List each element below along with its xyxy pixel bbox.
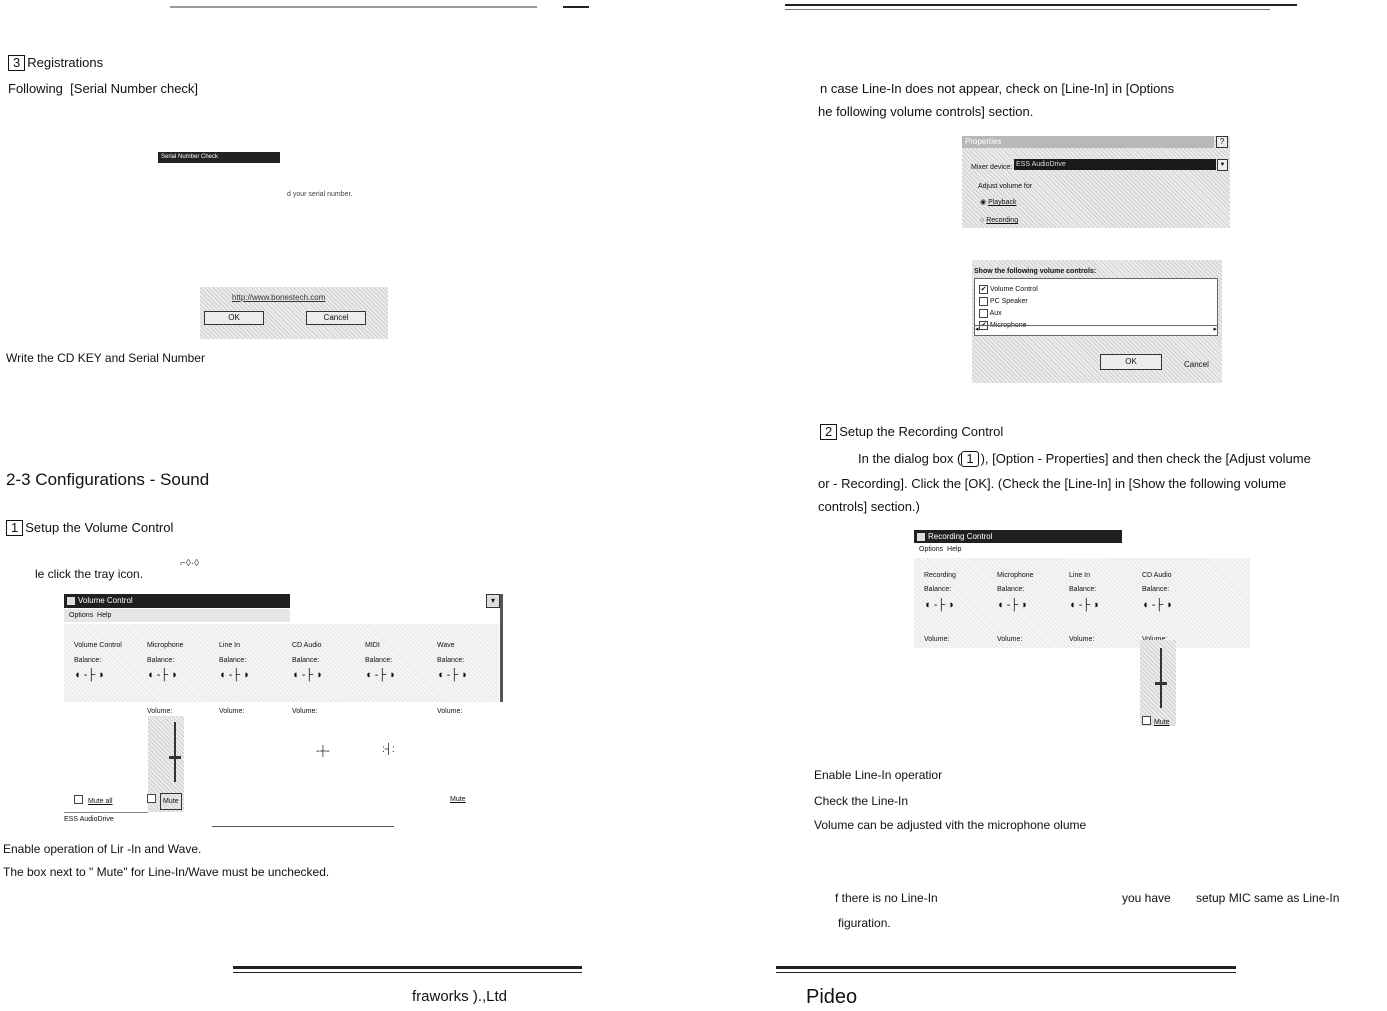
- column-name: Recording: [924, 572, 956, 579]
- line-in-volume-knob[interactable]: [1155, 682, 1167, 685]
- enable-operation-text: Enable operation of Lir -In and Wave.: [3, 842, 202, 856]
- top-rule-left: [170, 6, 537, 8]
- balance-slider[interactable]: ◖ -├ ◗: [219, 669, 250, 681]
- column-name: MIDI: [365, 642, 380, 649]
- incase-line2: he following volume controls] section.: [818, 104, 1034, 119]
- serial-dialog-buttons-area: [200, 287, 388, 339]
- horizontal-scrollbar[interactable]: ◂ ▸: [975, 326, 1217, 333]
- column-name: CD Audio: [1142, 572, 1172, 579]
- list-item[interactable]: ✔ Volume Control: [980, 285, 1038, 293]
- balance-slider[interactable]: ◖ -├ ◗: [1142, 599, 1173, 611]
- balance-slider[interactable]: ◖ -├ ◗: [1069, 599, 1100, 611]
- speaker-tray-icon[interactable]: ⌐◊·◊: [180, 558, 200, 569]
- menu-help[interactable]: Help: [97, 612, 112, 619]
- properties-ok-button[interactable]: OK: [1100, 354, 1162, 370]
- instruction-line2: or - Recording]. Click the [OK]. (Check the [Line-In] in [Show the following volume: [818, 476, 1287, 491]
- setup-recording-heading: 2 Setup the Recording Control: [820, 424, 1003, 440]
- configuration-note: figuration.: [838, 916, 891, 930]
- balance-slider[interactable]: ◖ -├ ◗: [924, 599, 955, 611]
- volume-window-menubar: [64, 609, 290, 622]
- properties-cancel-button[interactable]: Cancel: [1184, 360, 1209, 369]
- app-icon: [67, 597, 75, 605]
- volume-adjust-text: Volume can be adjusted vith the microphone olume: [814, 818, 1087, 832]
- balance-label: Balance:: [1069, 586, 1097, 593]
- volume-label: Volume:: [437, 708, 463, 715]
- top-rule-right-thin: [785, 9, 1270, 10]
- list-item[interactable]: PC Speaker: [979, 294, 1028, 309]
- volume-window-titlebar: Volume Control: [64, 594, 290, 608]
- line-in-volume-slider[interactable]: [1160, 648, 1162, 708]
- microphone-volume-knob[interactable]: [169, 756, 181, 759]
- top-rule-right: [785, 4, 1297, 6]
- step-number-box: 1: [961, 451, 978, 467]
- mute-checkbox[interactable]: [147, 794, 156, 803]
- recording-radio[interactable]: ○ Recording: [980, 217, 1019, 224]
- no-line-in-note: f there is no Line-In: [835, 891, 938, 905]
- following-text: Following [Serial Number check]: [8, 81, 199, 96]
- show-controls-label: Show the following volume controls:: [974, 268, 1097, 275]
- registrations-heading: 3 Registrations: [8, 55, 103, 71]
- balance-slider[interactable]: ◖ -├ ◗: [365, 669, 396, 681]
- column-name: Microphone: [997, 572, 1034, 579]
- instruction-line3: controls] section.): [818, 499, 920, 514]
- controls-list: [974, 278, 1218, 336]
- serial-dialog-url[interactable]: http://www.bonestech.com: [232, 293, 326, 302]
- instruction-line1: In the dialog box ( 1 ), [Option - Properties] and then check the [Adjust volume: [858, 451, 1311, 466]
- balance-label: Balance:: [219, 657, 247, 664]
- balance-label: Balance:: [147, 657, 175, 664]
- mixer-device-select[interactable]: ESS AudioDrive: [1014, 159, 1216, 170]
- mute-all-checkbox[interactable]: [74, 795, 83, 804]
- volume-label: Volume:: [1069, 636, 1095, 643]
- mute-label: Mute: [160, 793, 182, 810]
- balance-label: Balance:: [997, 586, 1025, 593]
- step-number-box: 2: [820, 424, 837, 440]
- microphone-volume-slider[interactable]: [174, 722, 176, 782]
- status-bar: ESS AudioDrive: [64, 812, 148, 827]
- app-icon: [917, 533, 925, 541]
- midi-mini-slider[interactable]: :┤:: [382, 744, 395, 755]
- balance-label: Balance:: [1142, 586, 1170, 593]
- enable-line-in-text: Enable Line-In operatior: [814, 768, 943, 782]
- balance-slider[interactable]: ◖ -├ ◗: [147, 669, 178, 681]
- section-title: 2-3 Configurations - Sound: [6, 470, 210, 489]
- balance-slider[interactable]: ◖ -├ ◗: [437, 669, 468, 681]
- properties-titlebar: Properties: [962, 136, 1214, 148]
- menu-options[interactable]: Options: [69, 612, 94, 619]
- bottom-rule-right: [776, 966, 1236, 969]
- double-click-text: le click the tray icon.: [35, 567, 144, 581]
- write-note: Write the CD KEY and Serial Number: [6, 351, 205, 365]
- playback-radio[interactable]: ◉ Playback: [980, 199, 1017, 206]
- volume-control-window: [64, 594, 504, 829]
- bottom-rule-left: [233, 966, 582, 969]
- properties-dialog: [962, 136, 1230, 228]
- menu-help[interactable]: Help: [947, 546, 962, 553]
- wave-mute-label: Mute: [450, 796, 466, 803]
- bottom-rule-right-thin: [776, 972, 1236, 973]
- window-close-icon[interactable]: ▾: [486, 594, 500, 608]
- line-in-mini-slider[interactable]: -┼-: [316, 746, 330, 757]
- chevron-down-icon[interactable]: ▼: [1217, 159, 1228, 171]
- volume-label: Volume:: [292, 708, 318, 715]
- setup-volume-heading: 1 Setup the Volume Control: [6, 520, 173, 536]
- recording-window-titlebar: Recording Control: [914, 530, 1122, 543]
- check-line-in-text: Check the Line-In: [814, 794, 909, 808]
- serial-dialog-hint: d your serial number.: [287, 191, 353, 198]
- balance-slider[interactable]: ◖ -├ ◗: [292, 669, 323, 681]
- column-name: Microphone: [147, 642, 184, 649]
- list-item[interactable]: ✔ Microphone: [980, 321, 1027, 329]
- top-rule-left-small: [563, 6, 589, 8]
- mixer-device-label: Mixer device:: [971, 164, 1013, 171]
- bottom-rule-left-thin: [233, 972, 582, 973]
- volume-controls-dialog: [972, 260, 1222, 383]
- help-button[interactable]: ?: [1216, 136, 1228, 148]
- serial-dialog-title: Serial Number Check: [158, 152, 280, 163]
- column-name: Volume Control: [74, 642, 122, 649]
- adjust-volume-label: Adjust volume for: [978, 183, 1033, 190]
- line-in-mute-checkbox[interactable]: [1142, 716, 1151, 725]
- balance-label: Balance:: [292, 657, 320, 664]
- recording-window-menubar: [914, 544, 1122, 556]
- volume-label: Volume:: [219, 708, 245, 715]
- mute-all-label: Mute all: [88, 798, 113, 805]
- status-bar-line: [212, 826, 394, 827]
- column-name: Wave: [437, 642, 455, 649]
- incase-line1: n case Line-In does not appear, check on [Line-In] in [Options: [820, 81, 1175, 96]
- scrollbar-right[interactable]: [500, 594, 503, 702]
- column-name: CD Audio: [292, 642, 322, 649]
- balance-slider[interactable]: ◖ -├ ◗: [74, 669, 105, 681]
- menu-options[interactable]: Options: [919, 546, 944, 553]
- line-in-mute-label: Mute: [1154, 719, 1170, 726]
- list-item[interactable]: Aux: [979, 306, 1002, 321]
- balance-label: Balance:: [924, 586, 952, 593]
- recording-control-window: [914, 530, 1254, 730]
- volume-label: Volume:: [924, 636, 950, 643]
- serial-ok-button[interactable]: OK: [204, 311, 264, 325]
- volume-label: Volume:: [997, 636, 1023, 643]
- step-number-box: 1: [6, 520, 23, 536]
- no-line-in-note-mid: you have: [1122, 891, 1171, 905]
- volume-label: Volume:: [147, 708, 173, 715]
- step-number-box: 3: [8, 55, 25, 71]
- mute-box-note: The box next to " Mute" for Line-In/Wave must be unchecked.: [3, 865, 330, 879]
- balance-label: Balance:: [365, 657, 393, 664]
- column-name: Line In: [1069, 572, 1091, 579]
- volume-mixer-panel: [64, 624, 499, 702]
- footer-right-logo: Pideo: [806, 986, 858, 1008]
- no-line-in-note-end: setup MIC same as Line-In: [1196, 891, 1340, 905]
- footer-left: fraworks ).,Ltd: [412, 988, 508, 1005]
- serial-cancel-button[interactable]: Cancel: [306, 311, 366, 325]
- column-name: Line In: [219, 642, 241, 649]
- balance-label: Balance:: [437, 657, 465, 664]
- balance-slider[interactable]: ◖ -├ ◗: [997, 599, 1028, 611]
- balance-label: Balance:: [74, 657, 102, 664]
